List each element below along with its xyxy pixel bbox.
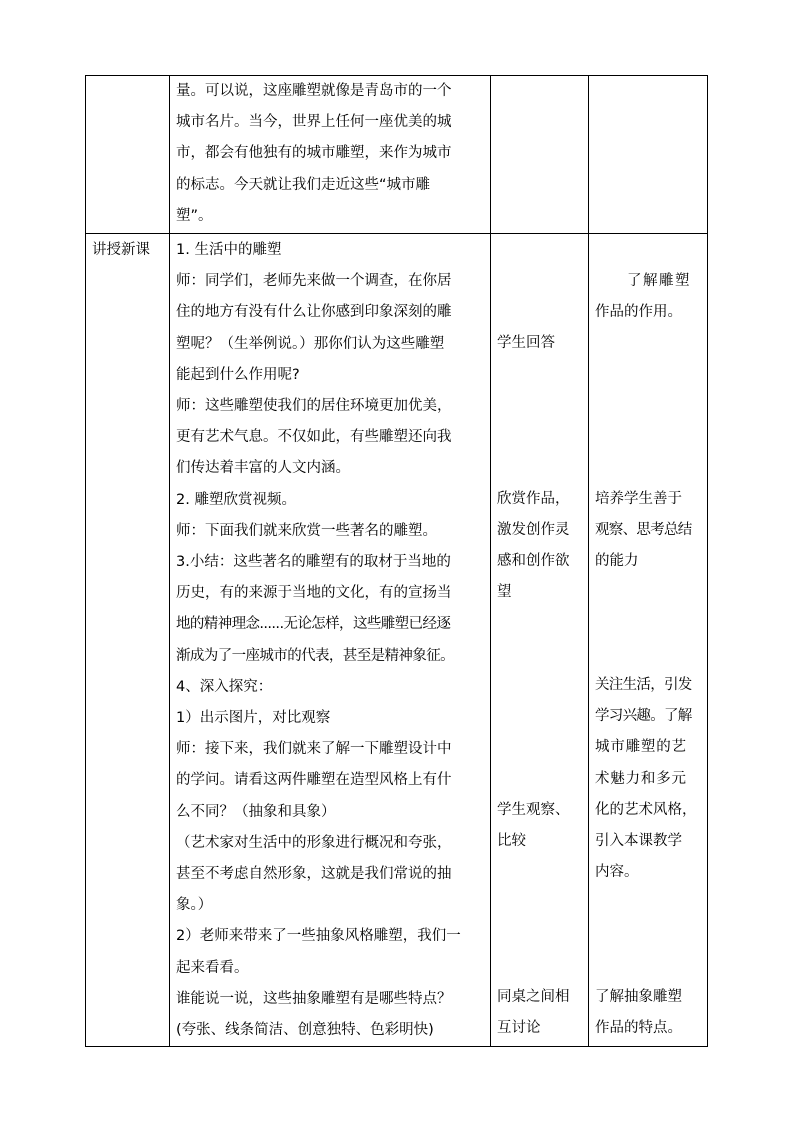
text-line: 谁能说一说，这些抽象雕塑有是哪些特点？	[176, 990, 452, 1007]
design-purpose-text: 观察、思考总结	[595, 522, 692, 538]
text-line: 渐成为了一座城市的代表，甚至是精神象征。	[176, 647, 454, 664]
text-line: 师：这些雕塑使我们的居住环境更加优美，	[176, 398, 452, 415]
section-cell	[86, 76, 170, 234]
design-purpose-text: 术魅力和多元	[595, 771, 687, 787]
text-line: 们传达着丰富的人文内涵。	[176, 460, 350, 477]
design-purpose-text: 学习兴趣。了解	[595, 708, 692, 724]
student-activity-text: 欣赏作品，	[497, 491, 570, 507]
text-line: 2）老师来带来了一些抽象风格雕塑，我们一	[176, 928, 461, 945]
design-purpose-text: 作品的作用。	[595, 304, 682, 320]
text-line: 甚至不考虑自然形象，这就是我们常说的抽	[176, 866, 452, 883]
text-line: 3.小结：这些著名的雕塑有的取材于当地的	[176, 554, 451, 571]
design-purpose-text: 城市雕塑的艺	[595, 739, 687, 755]
text-line: 4、深入探究：	[176, 678, 273, 695]
text-line: 市，都会有他独有的城市雕塑，来作为城市	[176, 145, 452, 162]
text-line: 师：接下来，我们就来了解一下雕塑设计中	[176, 741, 452, 758]
text-line: (夸张、线条简洁、创意独特、色彩明快)	[176, 1022, 434, 1039]
text-line: 塑呢？（生举例说。）那你们认为这些雕塑	[176, 335, 445, 352]
content-cell	[170, 76, 491, 234]
design-purpose-cell	[589, 76, 708, 234]
text-line: 历史，有的来源于当地的文化，有的宣扬当	[176, 585, 452, 602]
design-purpose-cell	[589, 234, 708, 1047]
text-line: 师：同学们，老师先来做一个调查，在你居	[176, 273, 452, 290]
student-activity-text: 学生观察、	[497, 802, 570, 818]
text-line: 师：下面我们就来欣赏一些著名的雕塑。	[176, 522, 437, 539]
student-activity-text: 学生回答	[497, 335, 555, 351]
text-line: 住的地方有没有什么让你感到印象深刻的雕	[176, 304, 452, 321]
text-line: 更有艺术气息。不仅如此，有些雕塑还向我	[176, 429, 452, 446]
text-line: 能起到什么作用呢?	[176, 366, 300, 383]
student-activity-text: 同桌之间相	[497, 989, 570, 1005]
text-line: 地的精神理念......无论怎样，这些雕塑已经逐	[176, 616, 451, 633]
section-label: 讲授新课	[92, 242, 150, 258]
text-line: 塑”。	[176, 207, 213, 224]
design-purpose-text: 培养学生善于	[595, 491, 682, 507]
table-row	[86, 76, 708, 234]
student-activity-text: 互讨论	[497, 1020, 541, 1036]
design-purpose-text: 化的艺术风格，	[595, 802, 697, 818]
text-line: 么不同？（抽象和具象）	[176, 803, 336, 820]
design-purpose-text: 内容。	[595, 864, 639, 880]
text-line: （艺术家对生活中的形象进行概况和夸张，	[176, 834, 452, 851]
student-activity-cell	[491, 76, 589, 234]
student-activity-cell	[491, 234, 589, 1047]
text-line: 1. 生活中的雕塑	[176, 242, 282, 258]
text-line: 1）出示图片，对比观察	[176, 710, 331, 727]
design-purpose-text: 了解抽象雕塑	[595, 989, 682, 1005]
design-purpose-text: 作品的特点。	[595, 1020, 682, 1036]
design-purpose-text: 关注生活，引发	[595, 677, 692, 693]
student-activity-text: 望	[497, 584, 512, 600]
text-line: 的学问。请看这两件雕塑在造型风格上有什	[176, 772, 452, 789]
design-purpose-text: 的能力	[595, 553, 639, 569]
table-row	[86, 234, 708, 1047]
text-line: 象。）	[176, 897, 213, 914]
lesson-plan-table	[85, 75, 708, 1047]
design-purpose-text: 引入本课教学	[595, 833, 682, 849]
text-line: 起来看看。	[176, 959, 249, 976]
section-cell	[86, 234, 170, 1047]
student-activity-text: 激发创作灵	[497, 522, 570, 538]
text-line: 量。可以说，这座雕塑就像是青岛市的一个	[176, 83, 452, 99]
design-purpose-text: 了解雕塑	[627, 273, 691, 289]
student-activity-text: 比较	[497, 833, 526, 849]
text-line: 的标志。今天就让我们走近这些“城市雕	[176, 176, 431, 193]
student-activity-text: 感和创作欲	[497, 553, 570, 569]
content-cell	[170, 234, 491, 1047]
text-line: 2. 雕塑欣赏视频。	[176, 491, 296, 508]
text-line: 城市名片。当今，世界上任何一座优美的城	[176, 114, 452, 131]
